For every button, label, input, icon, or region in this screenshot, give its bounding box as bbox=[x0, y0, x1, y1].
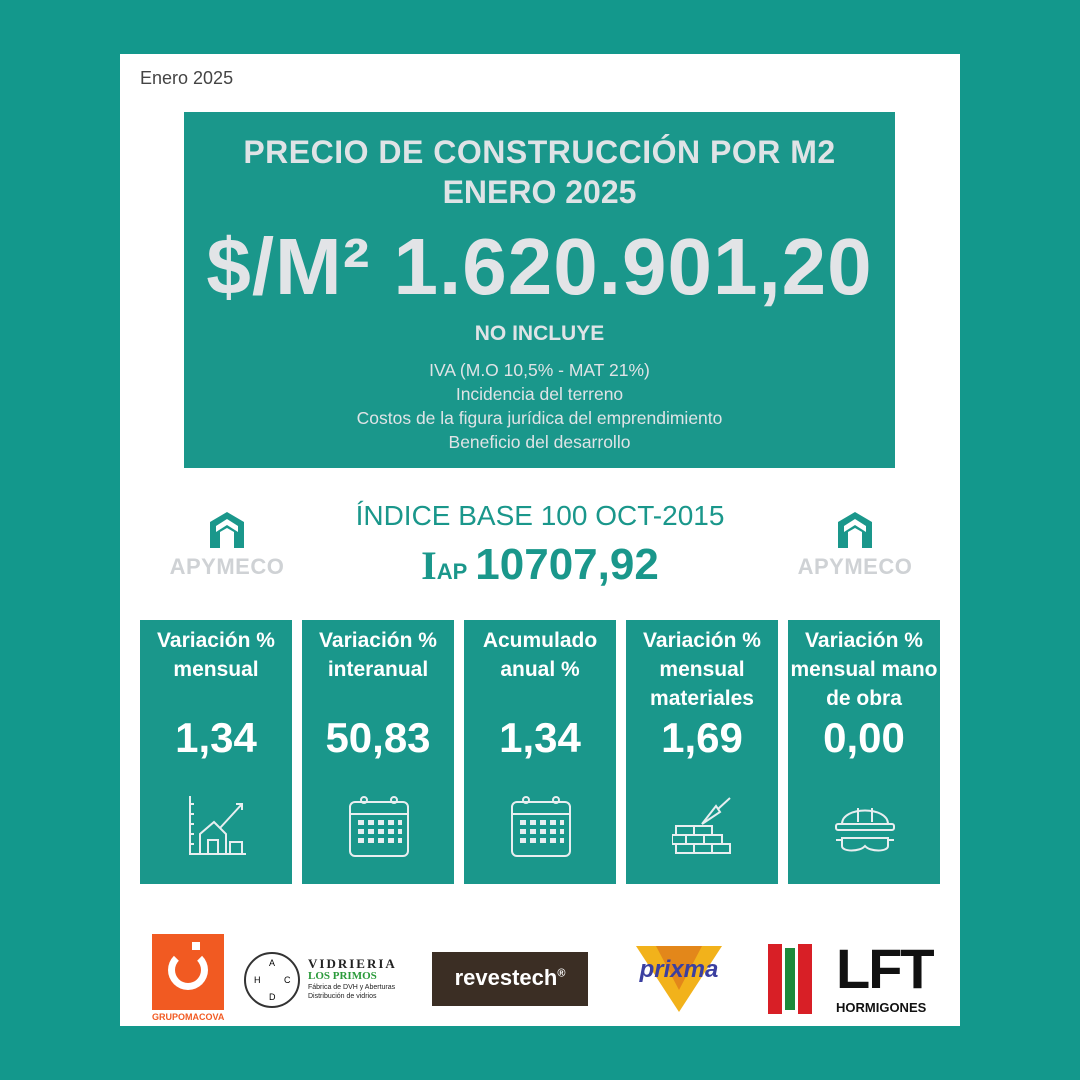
macova-wordmark: GRUPOMACOVA bbox=[152, 1012, 225, 1022]
tile-label: Variación % mensual bbox=[157, 629, 275, 681]
price-title: PRECIO DE CONSTRUCCIÓN POR M2 bbox=[243, 134, 836, 170]
vidrieria-sub2: Distribución de vidrios bbox=[308, 993, 377, 1000]
apymeco-roof-icon bbox=[208, 510, 246, 550]
price-panel bbox=[184, 112, 895, 468]
vidrieria-badge: A H C D bbox=[244, 952, 300, 1008]
index-title: ÍNDICE BASE 100 OCT-2015 bbox=[355, 500, 725, 531]
index-value-row bbox=[310, 540, 770, 590]
tile-label: Acumulado anual % bbox=[482, 629, 598, 681]
exclusion-item: Beneficio del desarrollo bbox=[448, 432, 631, 452]
bricks-trowel-icon bbox=[672, 794, 734, 858]
lft-logo bbox=[836, 937, 940, 1018]
prixma-logo bbox=[626, 942, 732, 1014]
index-value: 10707,92 bbox=[475, 540, 659, 589]
vidrieria-sub1: Fábrica de DVH y Aberturas bbox=[308, 984, 396, 991]
tile-variacion-interanual bbox=[302, 620, 454, 884]
revestech-logo: revestech® bbox=[432, 952, 588, 1006]
hardhat-icon bbox=[834, 794, 896, 858]
exclusions-heading: NO INCLUYE bbox=[474, 322, 605, 345]
prixma-wordmark: prixma bbox=[639, 956, 719, 983]
index-symbol-subscript: AP bbox=[436, 559, 468, 584]
apymeco-wordmark: APYMECO bbox=[797, 554, 913, 579]
tile-value: 1,34 bbox=[499, 714, 581, 761]
tile-label: Variación % mensual mano de obra bbox=[790, 629, 938, 710]
apymeco-wordmark: APYMECO bbox=[169, 554, 285, 579]
vidrieria-logo bbox=[244, 952, 404, 1012]
vidrieria-name: LOS PRIMOS bbox=[308, 970, 377, 982]
price-value: $/M² 1.620.901,20 bbox=[206, 222, 873, 311]
tile-acumulado-anual bbox=[464, 620, 616, 884]
tile-value: 0,00 bbox=[823, 714, 905, 761]
exclusions-list bbox=[184, 358, 895, 454]
lft-wordmark: LFT bbox=[836, 937, 933, 1000]
tile-label: Variación % mensual materiales bbox=[643, 629, 761, 710]
tile-variacion-materiales bbox=[626, 620, 778, 884]
tile-label: Variación % interanual bbox=[319, 629, 437, 681]
exclusion-item: Incidencia del terreno bbox=[455, 384, 624, 404]
date-label: Enero 2025 bbox=[140, 68, 234, 88]
calendar-icon bbox=[510, 794, 572, 858]
macova-mark bbox=[152, 934, 224, 1010]
tile-value: 1,69 bbox=[661, 714, 743, 761]
apymeco-logo-left bbox=[162, 510, 292, 586]
infographic-card bbox=[120, 54, 960, 1026]
tile-variacion-mensual bbox=[140, 620, 292, 884]
tile-value: 50,83 bbox=[325, 714, 431, 761]
vidrieria-title: VIDRIERIA bbox=[308, 956, 397, 971]
tile-value: 1,34 bbox=[175, 714, 257, 761]
tile-variacion-mano-de-obra bbox=[788, 620, 940, 884]
lft-subtitle: HORMIGONES bbox=[836, 1000, 927, 1015]
macova-logo bbox=[152, 934, 224, 1024]
apymeco-logo-right bbox=[790, 510, 920, 586]
exclusion-item: Costos de la figura jurídica del emprendimiento bbox=[356, 408, 723, 428]
apymeco-roof-icon bbox=[836, 510, 874, 550]
lft-flag-icon bbox=[768, 944, 812, 1014]
price-period: ENERO 2025 bbox=[442, 174, 637, 210]
chart-house-icon bbox=[186, 794, 248, 858]
index-symbol: I bbox=[421, 543, 437, 588]
revestech-wordmark: revestech bbox=[454, 965, 558, 990]
exclusion-item: IVA (M.O 10,5% - MAT 21%) bbox=[429, 360, 650, 380]
calendar-icon bbox=[348, 794, 410, 858]
